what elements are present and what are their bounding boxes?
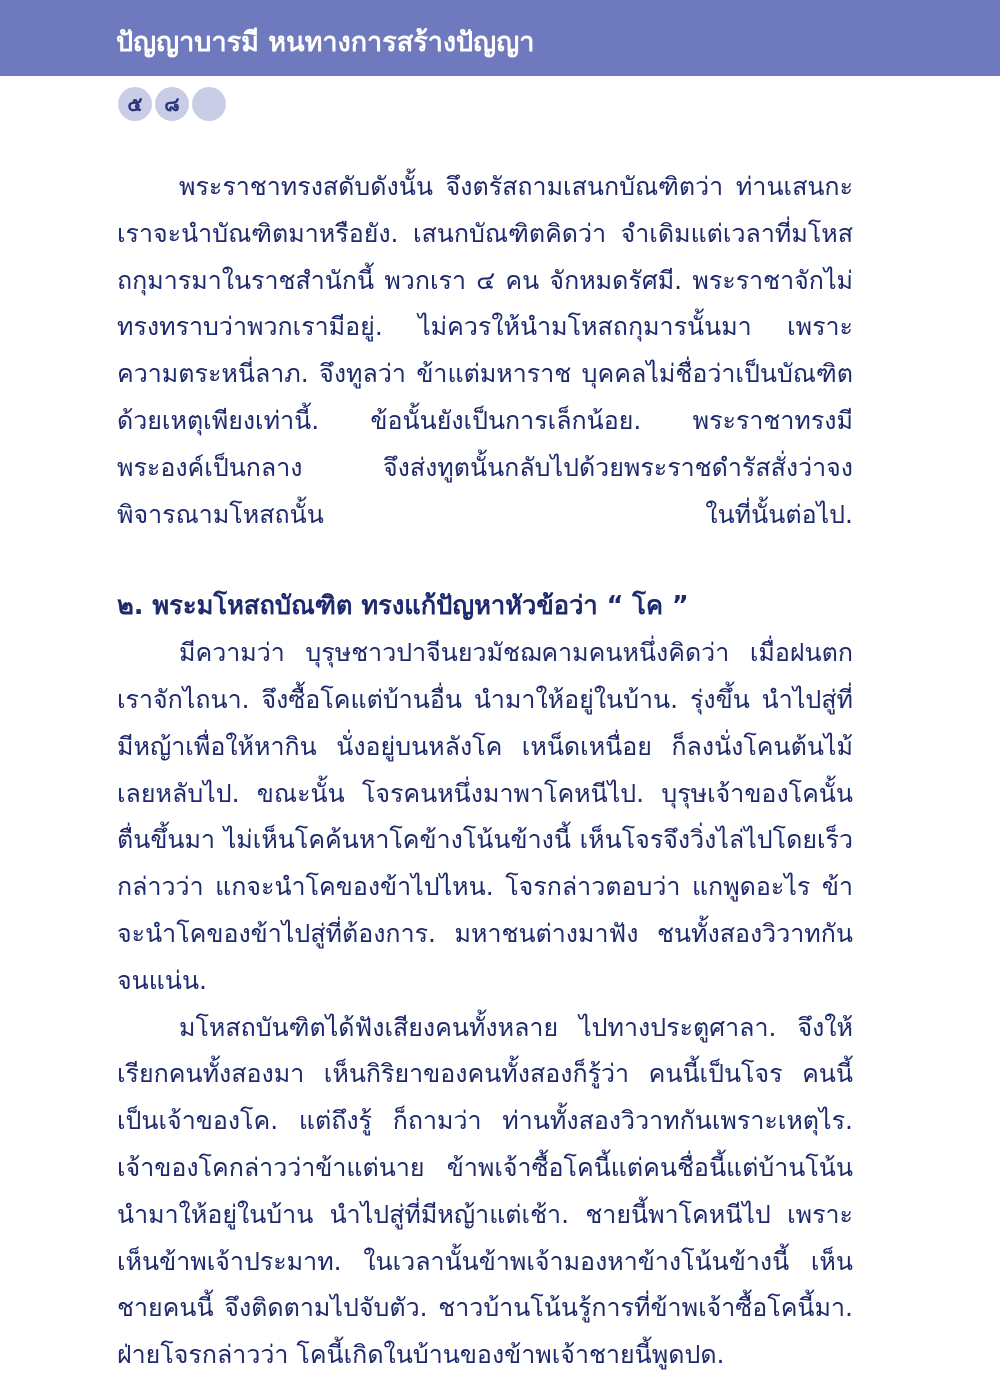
paragraph-1: พระราชาทรงสดับดังนั้น จึงตรัสถามเสนกบัณฑิตว่า ท่านเสนกะเราจะนำบัณฑิตมาหรือยัง. เสนกบัณฑิตคิดว่า จำเดิมแต่เวลาที่มโหสถกุมารมาในราชสำนักนี้ พวกเรา ๔ คน จักหมดรัศมี. พระราชาจักไม่ทรงทราบว่าพวกเรามีอยู่. ไม่ควรให้นำมโหสถกุมารนั้นมา เพราะความตระหนี่ลาภ. จึงทูลว่า ข้าแต่มหาราช บุคคลไม่ชื่อว่าเป็นบัณฑิต ด้วยเหตุเพียงเท่านี้. ข้อนั้นยังเป็นการเล็กน้อย. พระราชาทรงมีพระองค์เป็นกลาง จึงส่งทูตนั้นกลับไปด้วยพระราชดำรัสสั่งว่าจงพิจารณามโหสถนั้น ในที่นั้นต่อไป.	[117, 172, 853, 529]
page-body	[117, 164, 853, 1379]
page-number-digit-1: ๕	[118, 87, 152, 121]
page-header-bar	[0, 0, 1000, 76]
section-heading: ๒. พระมโหสถบัณฑิต ทรงแก้ปัญหาหัวข้อว่า “ โค ”	[117, 591, 689, 622]
book-title: ปัญญาบารมี หนทางการสร้างปัญญา	[116, 27, 535, 58]
page-number-digit-2: ๘	[155, 87, 189, 121]
paragraph-3: มโหสถบันฑิตได้ฟังเสียงคนทั้งหลาย ไปทางประตูศาลา. จึงให้เรียกคนทั้งสองมา เห็นกิริยาของคนทั้งสองก็รู้ว่า คนนี้เป็นโจร คนนี้เป็นเจ้าของโค. แต่ถึงรู้ ก็ถามว่า ท่านทั้งสองวิวาทกันเพราะเหตุไร. เจ้าของโคกล่าวว่าข้าแต่นาย ข้าพเจ้าซื้อโคนี้แต่คนชื่อนี้แต่บ้านโน้น นำมาให้อยู่ในบ้าน นำไปสู่ที่มีหญ้าแต่เช้า. ชายนี้พาโคหนีไป เพราะเห็นข้าพเจ้าประมาท. ในเวลานั้นข้าพเจ้ามองหาข้างโน้นข้างนี้ เห็นชายคนนี้ จึงติดตามไปจับตัว. ชาวบ้านโน้นรู้การที่ข้าพเจ้าซื้อโคนี้มา. ฝ่ายโจรกล่าวว่า โคนี้เกิดในบ้านของข้าพเจ้าชายนี้พูดปด.	[117, 1012, 853, 1370]
page-number-blank-circle	[192, 87, 226, 121]
paragraph-2: มีความว่า บุรุษชาวปาจีนยวมัชฌคามคนหนึ่งคิดว่า เมื่อฝนตกเราจักไถนา. จึงซื้อโคแต่บ้านอื่น นำมาให้อยู่ในบ้าน. รุ่งขึ้น นำไปสู่ที่มีหญ้าเพื่อให้หากิน นั่งอยู่บนหลังโค เหน็ดเหนื่อย ก็ลงนั่งโคนต้นไม้เลยหลับไป. ขณะนั้น โจรคนหนึ่งมาพาโคหนีไป. บุรุษเจ้าของโคนั้นตื่นขึ้นมา ไม่เห็นโคค้นหาโคข้างโน้นข้างนี้ เห็นโจรจึงวิ่งไล่ไปโดยเร็วกล่าวว่า แกจะนำโคของข้าไปไหน. โจรกล่าวตอบว่า แกพูดอะไร ข้าจะนำโคของข้าไปสู่ที่ต้องการ. มหาชนต่างมาฟัง ชนทั้งสองวิวาทกันจนแน่น.	[117, 638, 853, 995]
